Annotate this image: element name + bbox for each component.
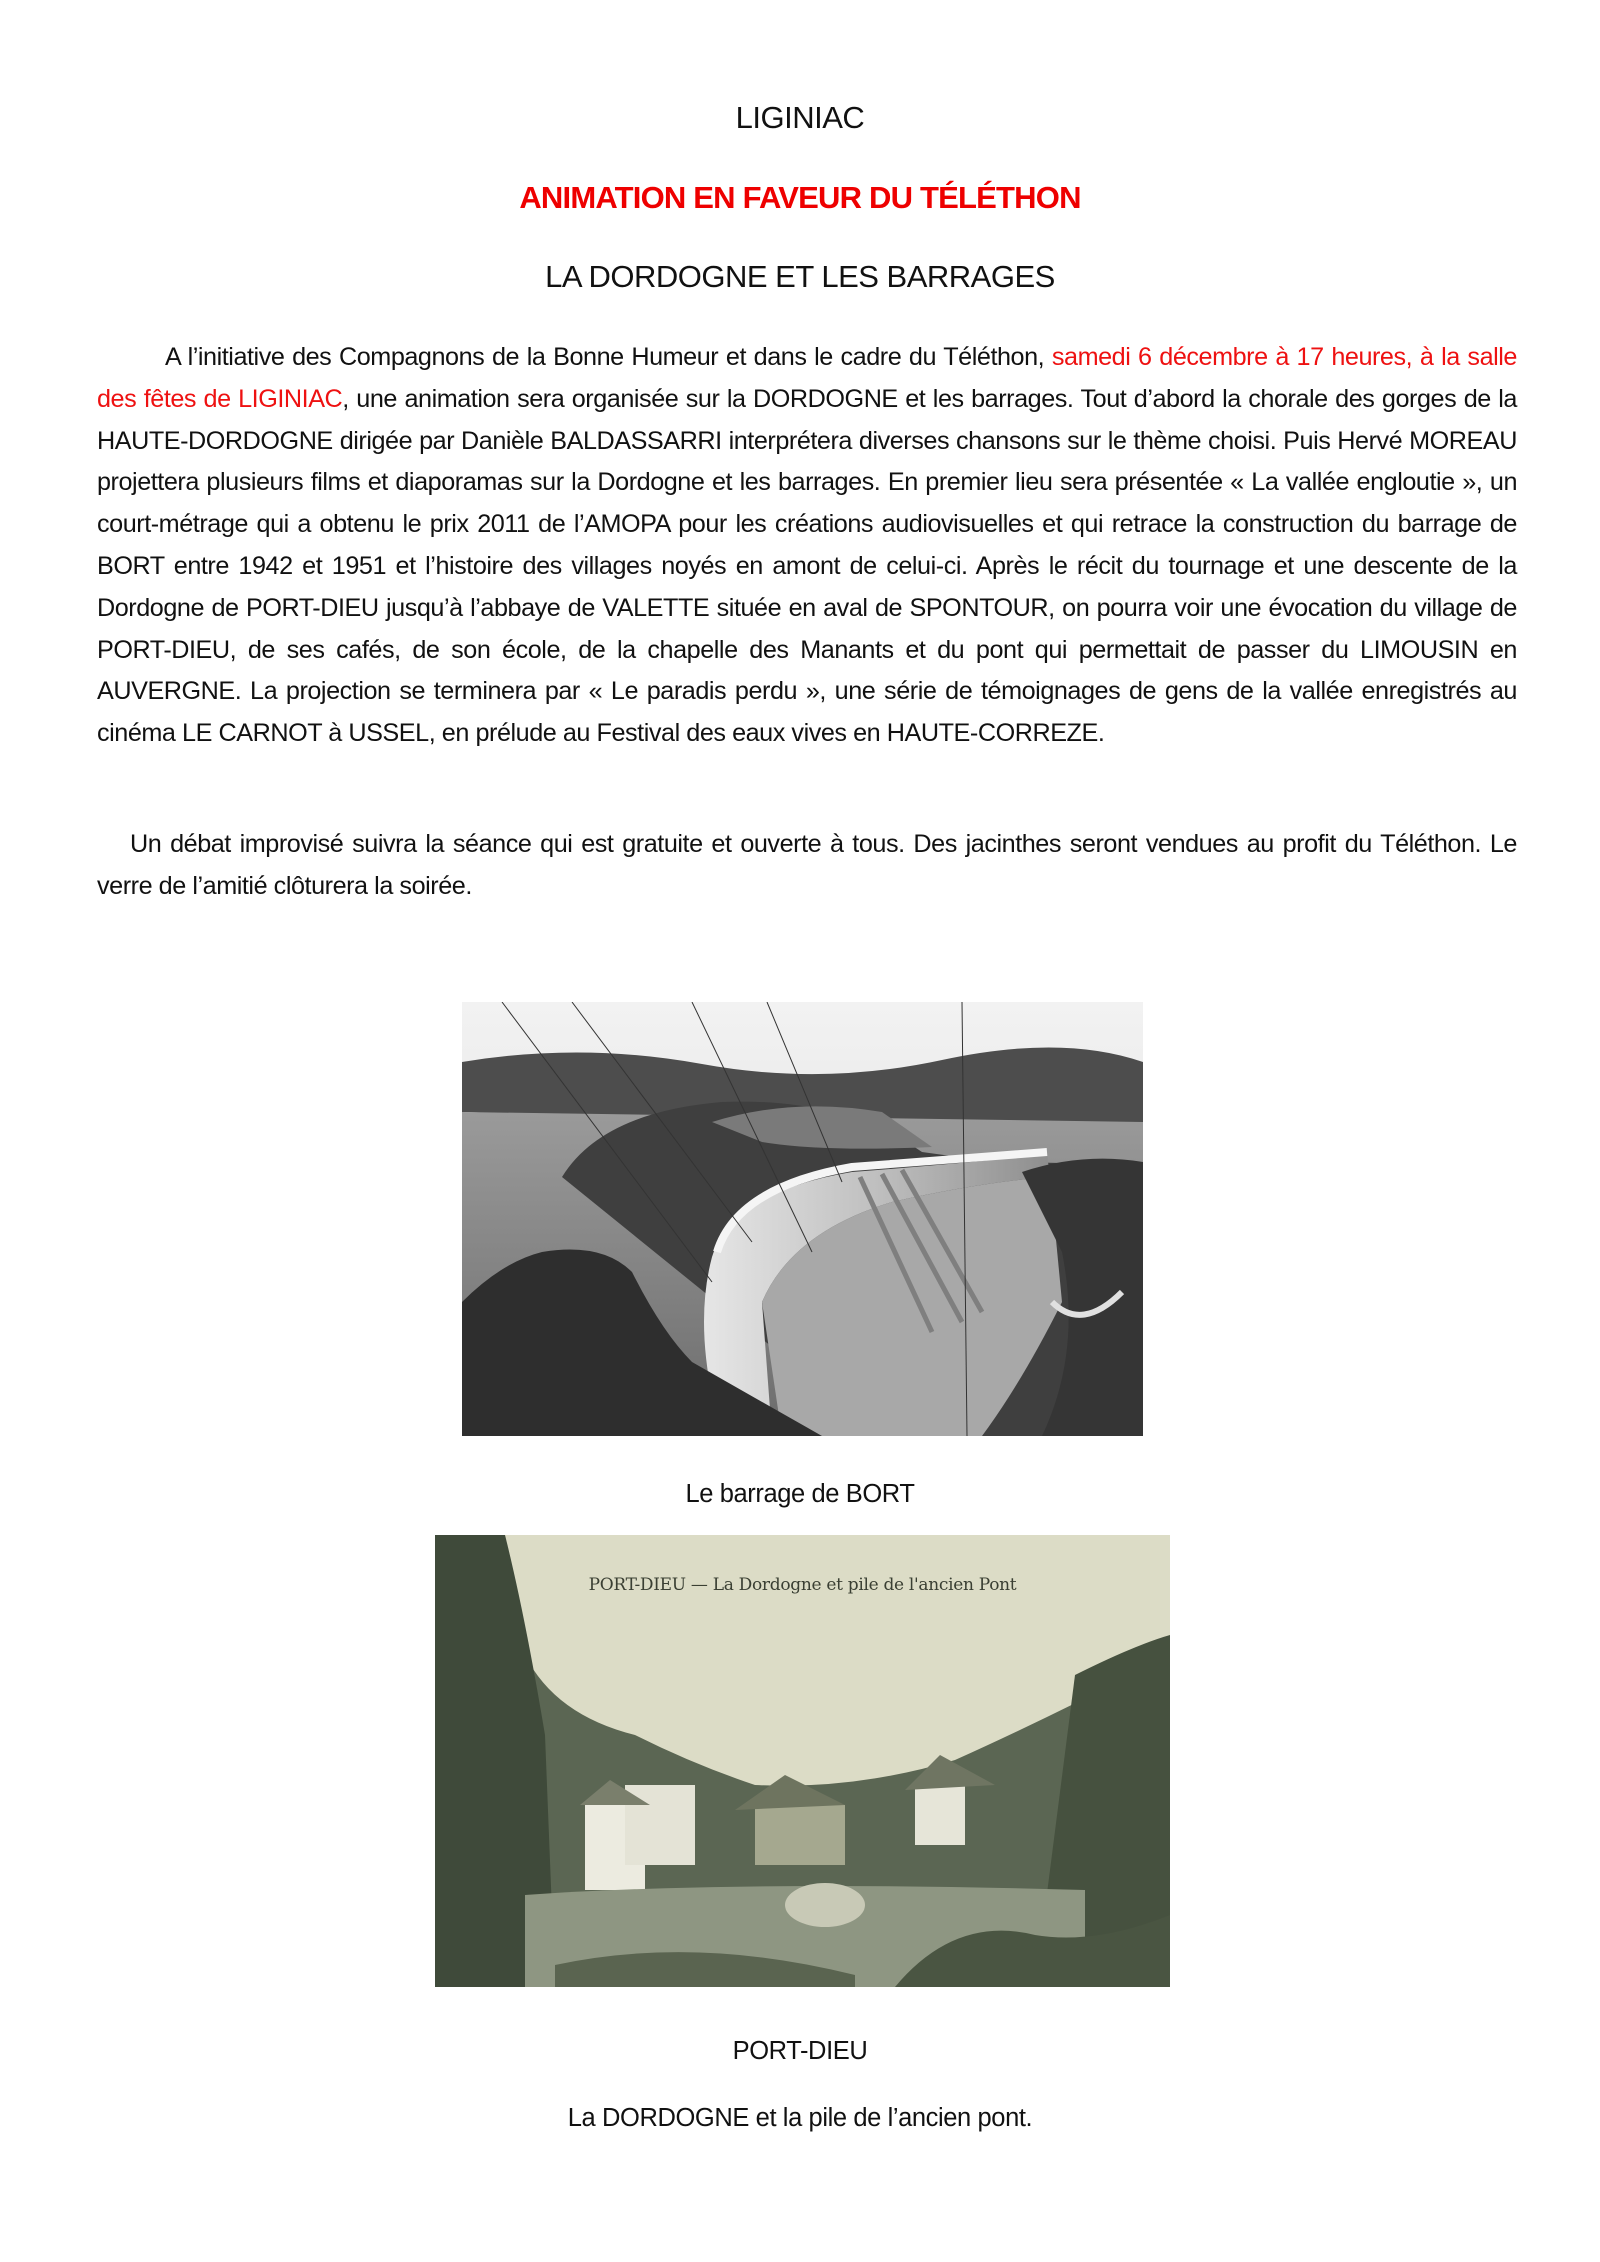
event-subtitle: LA DORDOGNE ET LES BARRAGES [545,259,1055,294]
paragraph-text: A l’initiative des Compagnons de la Bonne Humeur et dans le cadre du Téléthon, [165,343,1052,371]
paragraph-text: , une animation sera organisée sur la DORDOGNE et les barrages. Tout d’abord la chorale des gorges de la HAUTE-DORDOGNE dirigée par Danièle BALDASSARRI interprétera diverses chansons sur le thème choisi. Puis Hervé MOREAU projettera plusieurs films et diaporamas sur la Dordogne et les barrages. En premier lieu sera présentée « La vallée engloutie », un court-métrage qui a obtenu le prix 2011 de l’AMOPA pour les créations audiovisuelles et qui retrace la construction du barrage de BORT entre 1942 et 1951 et l’histoire des villages noyés en amont de celui-ci. Après le récit du tournage et une descente de la Dordogne de PORT-DIEU jusqu’à l’abbaye de VALETTE située en aval de SPONTOUR, on pourra voir une évocation du village de PORT-DIEU, de ses cafés, de son école, de la chapelle des Manants et du pont qui permettait de passer du LIMOUSIN en AUVERGNE. La projection se terminera par « Le paradis perdu », une série de témoignages de gens de la vallée enregistrés au cinéma LE CARNOT à USSEL, en prélude au Festival des eaux vives en HAUTE-CORREZE. [97,384,1517,748]
closing-paragraph: Un débat improvisé suivra la séance qui est gratuite et ouverte à tous. Des jacinthes seront vendues au profit du Téléthon. Le verre de l’amitié clôturera la soirée. [97,830,1517,900]
postcard-subcaption: La DORDOGNE et la pile de l’ancien pont. [567,2104,1033,2132]
dam-caption: Le barrage de BORT [685,1480,915,1508]
town-heading: LIGINIAC [735,100,865,135]
main-paragraph [97,337,1517,755]
event-date-location: samedi 6 décembre à 17 heures, à la salle des fêtes de LIGINIAC [97,343,1517,413]
postcard-caption: PORT-DIEU [732,2037,868,2065]
port-dieu-postcard [435,1535,1170,1987]
dam-photo [462,1002,1143,1436]
event-title: ANIMATION EN FAVEUR DU TÉLÉTHON [519,180,1081,215]
postcard-printed-title: PORT-DIEU — La Dordogne et pile de l'ancien Pont [588,1575,1017,1595]
